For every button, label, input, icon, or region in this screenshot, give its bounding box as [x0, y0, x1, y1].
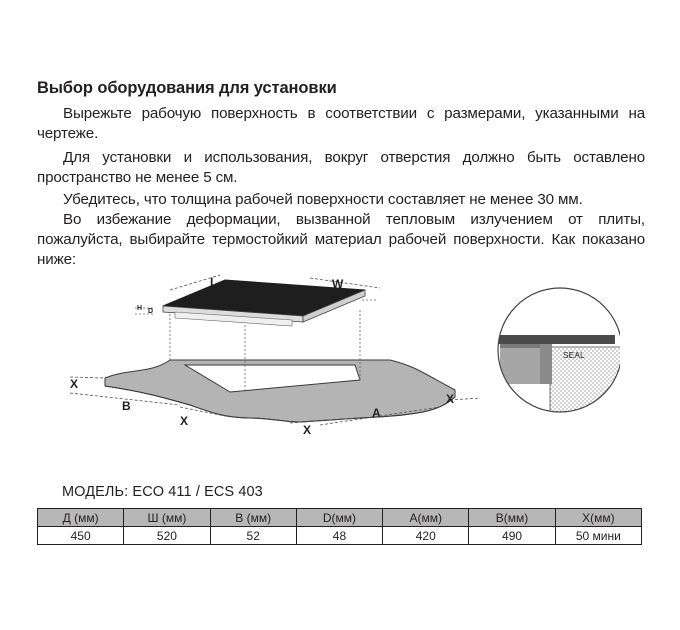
- label-l: L: [210, 275, 218, 289]
- section-heading: Выбор оборудования для установки: [37, 79, 337, 97]
- label-x-right: X: [446, 392, 455, 406]
- label-d: D: [148, 308, 154, 315]
- table-row: [38, 527, 642, 545]
- label-x-left: X: [70, 377, 79, 391]
- countertop: [105, 360, 455, 422]
- seal-detail: [490, 288, 620, 417]
- installation-diagram: [60, 270, 620, 445]
- value-cell: 50 мини: [555, 527, 641, 545]
- header-cell: B(мм): [469, 509, 555, 527]
- seal-label: SEAL: [563, 350, 585, 360]
- header-cell: В (мм): [210, 509, 296, 527]
- label-b: B: [122, 399, 131, 413]
- model-title: МОДЕЛЬ: ECO 411 / ECS 403: [62, 484, 263, 500]
- header-cell: A(мм): [383, 509, 469, 527]
- label-h: H: [137, 305, 143, 312]
- paragraph-cutout: Вырежьте рабочую поверхность в соответствии с размерами, указанными на чертеже.: [37, 105, 645, 142]
- label-a: A: [372, 406, 381, 420]
- value-cell: 52: [210, 527, 296, 545]
- header-cell: Д (мм): [38, 509, 124, 527]
- header-cell: Ш (мм): [124, 509, 210, 527]
- label-w: W: [332, 277, 344, 291]
- label-x-bottom-left: X: [180, 414, 189, 428]
- value-cell: 450: [38, 527, 124, 545]
- value-cell: 48: [296, 527, 382, 545]
- paragraph-clearance: Для установки и использования, вокруг отверстия должно быть оставлено пространство не менее 5 см.: [37, 149, 645, 186]
- value-cell: 490: [469, 527, 555, 545]
- specs-table: [37, 508, 642, 545]
- paragraph-material: Во избежание деформации, вызванной тепловым излучением от плиты, пожалуйста, выбирайте термостойкий материал рабочей поверхности. Как показано ниже:: [37, 211, 645, 268]
- header-cell: X(мм): [555, 509, 641, 527]
- table-header-row: [38, 509, 642, 527]
- header-cell: D(мм): [296, 509, 382, 527]
- label-x-bottom: X: [303, 423, 312, 437]
- value-cell: 420: [383, 527, 469, 545]
- value-cell: 520: [124, 527, 210, 545]
- paragraph-thickness: Убедитесь, что толщина рабочей поверхности составляет не менее 30 мм.: [63, 191, 583, 208]
